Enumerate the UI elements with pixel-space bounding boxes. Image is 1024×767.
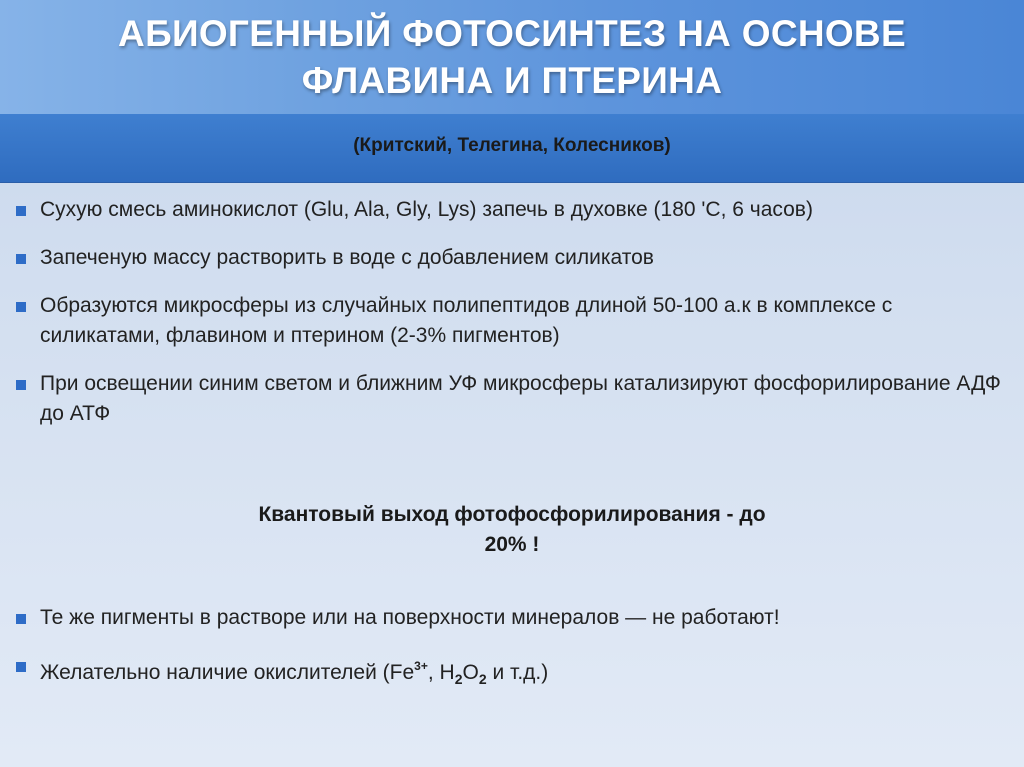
bullet-square-icon	[16, 380, 26, 390]
quantum-yield-line-2: 20% !	[484, 533, 540, 556]
oxidizers-prefix: Желательно наличие окислителей (Fe	[40, 661, 415, 684]
slide-title	[0, 10, 1024, 104]
bullet-list-secondary	[16, 603, 1006, 712]
bullet-item	[16, 291, 1006, 351]
quantum-yield-note	[0, 500, 1024, 560]
bullet-square-icon	[16, 662, 26, 672]
bullet-square-icon	[16, 614, 26, 624]
o-subscript: 2	[478, 671, 487, 687]
bullet-text: Те же пигменты в растворе или на поверхности минералов — не работают!	[40, 606, 780, 629]
h-subscript: 2	[454, 671, 463, 687]
bullet-item	[16, 651, 1006, 694]
bullet-square-icon	[16, 206, 26, 216]
title-line-2: ФЛАВИНА И ПТЕРИНА	[301, 60, 723, 101]
bullet-text: Образуются микросферы из случайных полипептидов длиной 50-100 а.к в комплексе с силикатами, флавином и птерином (2-3% пигментов)	[40, 294, 893, 347]
bullet-item	[16, 243, 1006, 273]
bullet-text: При освещении синим светом и ближним УФ микросферы катализируют фосфорилирование АДФ до АТФ	[40, 372, 1001, 425]
bullet-text-oxidizers	[40, 659, 549, 687]
title-line-1: АБИОГЕННЫЙ ФОТОСИНТЕЗ НА ОСНОВЕ	[118, 13, 906, 54]
oxidizers-comma: , H	[427, 661, 455, 684]
bullet-item	[16, 603, 1006, 633]
bullet-item	[16, 369, 1006, 429]
fe-charge: 3+	[414, 659, 428, 673]
bullet-text: Запеченую массу растворить в воде с добавлением силикатов	[40, 246, 654, 269]
oxidizers-suffix: и т.д.)	[486, 661, 549, 684]
bullet-list	[16, 195, 1006, 447]
quantum-yield-line-1: Квантовый выход фотофосфорилирования - до	[258, 503, 766, 526]
bullet-square-icon	[16, 254, 26, 264]
bullet-text: Сухую смесь аминокислот (Glu, Ala, Gly, Lys) запечь в духовке (180 'С, 6 часов)	[40, 198, 813, 221]
oxygen-symbol: O	[462, 661, 479, 684]
slide-subtitle: (Критский, Телегина, Колесников)	[353, 135, 671, 156]
bullet-square-icon	[16, 302, 26, 312]
bullet-item	[16, 195, 1006, 225]
